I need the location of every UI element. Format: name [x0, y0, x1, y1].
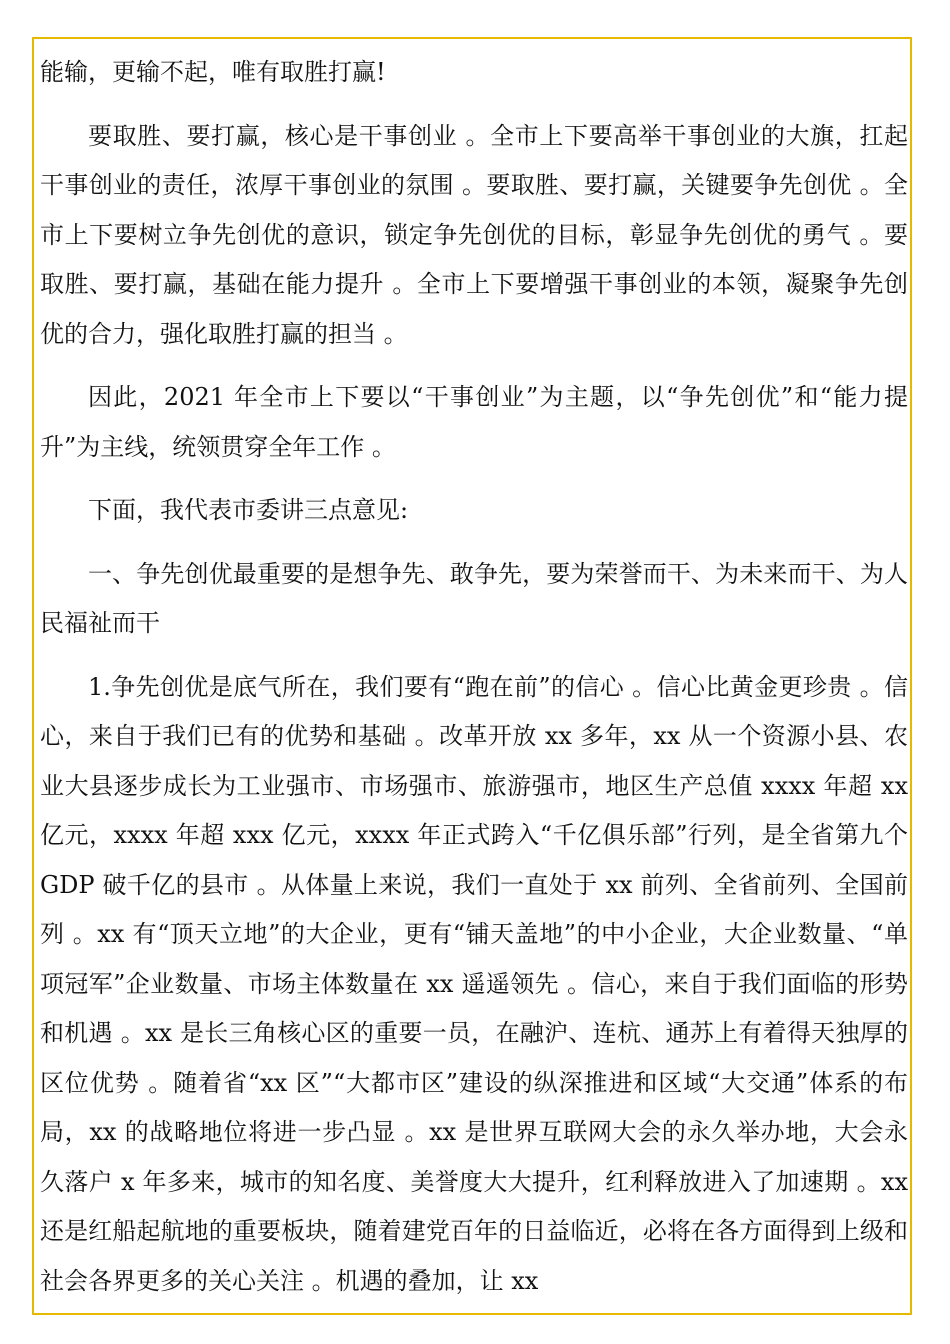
paragraph-annual-theme: 因此，2021 年全市上下要以“干事创业”为主题，以“争先创优”和“能力提升”为主线，统领贯穿全年工作 。	[40, 383, 908, 461]
paragraph-continued: 能输，更输不起，唯有取胜打赢!	[40, 58, 386, 86]
paragraph-point-one: 1.争先创优是底气所在，我们要有“跑在前”的信心 。信心比黄金更珍贵 。信心，来自于我们已有的优势和基础 。改革开放 xx 多年，xx 从一个资源小县、农业大县逐步成长为工业强市、市场强市、旅游强市，地区生产总值 xxxx 年超 xx 亿元，xxxx 年超 xxx 亿元，xxxx 年正式跨入“千亿俱乐部”行列，是全省第九个 GDP 破千亿的县市 。从体量上来说，我们一直处于 xx 前列、全省前列、全国前列 。xx 有“顶天立地”的大企业，更有“铺天盖地”的中小企业，大企业数量、“单项冠军”企业数量、市场主体数量在 xx 遥遥领先 。信心，来自于我们面临的形势和机遇 。xx 是长三角核心区的重要一员，在融沪、连杭、通苏上有着得天独厚的区位优势 。随着省“xx 区”“大都市区”建设的纵深推进和区域“大交通”体系的布局，xx 的战略地位将进一步凸显 。xx 是世界互联网大会的永久举办地，大会永久落户 x 年多来，城市的知名度、美誉度大大提升，红利释放进入了加速期 。xx 还是红船起航地的重要板块，随着建党百年的日益临近，必将在各方面得到上级和社会各界更多的关心关注 。机遇的叠加，让 xx	[40, 672, 908, 1295]
paragraph-intro-opinions: 下面，我代表市委讲三点意见:	[88, 496, 409, 524]
paragraph-core-goals: 要取胜、要打赢，核心是干事创业 。全市上下要高举干事创业的大旗，扛起干事创业的责任，浓厚干事创业的氛围 。要取胜、要打赢，关键要争先创优 。全市上下要树立争先创优的意识，锁定争先创优的目标，彰显争先创优的勇气 。要取胜、要打赢，基础在能力提升 。全市上下要增强干事创业的本领，凝聚争先创优的合力，强化取胜打赢的担当 。	[40, 121, 908, 348]
document-body	[40, 48, 908, 1306]
section-heading-one: 一、争先创优最重要的是想争先、敢争先，要为荣誉而干、为未来而干、为人民福祉而干	[40, 559, 908, 637]
